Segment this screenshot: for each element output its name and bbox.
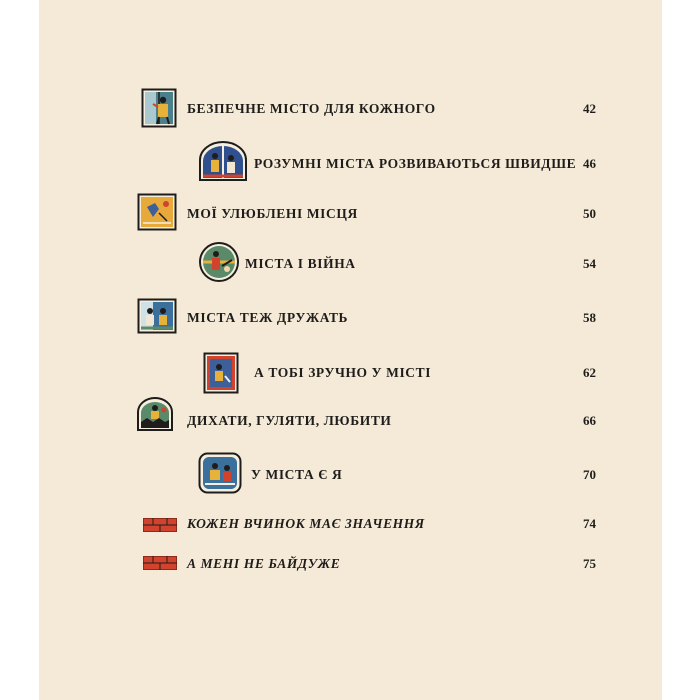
toc-entry-page-number: 58: [583, 310, 596, 325]
yellow-square-bird-icon: [137, 193, 177, 231]
toc-entry[interactable]: [0, 193, 700, 233]
toc-entry[interactable]: [0, 352, 700, 392]
toc-entry[interactable]: [0, 88, 700, 128]
toc-entry-page-number: 75: [583, 556, 596, 571]
round-window-figure-icon: [198, 242, 240, 282]
toc-entry-page-number: 42: [583, 101, 596, 116]
toc-entry[interactable]: [0, 242, 700, 282]
toc-entry-page-number: 46: [583, 156, 596, 171]
toc-entry-page-number: 66: [583, 413, 596, 428]
toc-entry[interactable]: [0, 452, 700, 492]
toc-entry-title: РОЗУМНІ МІСТА РОЗВИВАЮТЬСЯ ШВИДШЕ: [254, 156, 577, 171]
door-window-icon: [203, 352, 239, 394]
toc-entry[interactable]: [0, 514, 700, 554]
toc-entry-page-number: 50: [583, 206, 596, 221]
tv-window-icon: [198, 452, 242, 494]
toc-entry[interactable]: [0, 298, 700, 338]
toc-entry-title: МОЇ УЛЮБЛЕНІ МІСЦЯ: [187, 206, 358, 221]
toc-entry-title: МІСТА І ВІЙНА: [245, 256, 356, 271]
toc-entry-page-number: 70: [583, 467, 596, 482]
toc-entry[interactable]: [0, 554, 700, 594]
red-brick-icon: [143, 518, 177, 532]
toc-entry-title: КОЖЕН ВЧИНОК МАЄ ЗНАЧЕННЯ: [187, 516, 425, 531]
toc-entry-title: А МЕНІ НЕ БАЙДУЖЕ: [187, 556, 341, 571]
toc-entry-title: МІСТА ТЕЖ ДРУЖАТЬ: [187, 310, 349, 325]
arch-window-people-icon: [198, 140, 248, 182]
red-brick-icon: [143, 556, 177, 570]
toc-entry-title: А ТОБІ ЗРУЧНО У МІСТІ: [254, 365, 432, 380]
toc-entry-title: ДИХАТИ, ГУЛЯТИ, ЛЮБИТИ: [187, 413, 392, 428]
toc-entry-title: У МІСТА Є Я: [251, 467, 343, 482]
arch-garden-icon: [136, 396, 174, 432]
toc-entry-page-number: 54: [583, 256, 596, 271]
toc-entry-title: БЕЗПЕЧНЕ МІСТО ДЛЯ КОЖНОГО: [187, 101, 436, 116]
toc-entry[interactable]: [0, 396, 700, 436]
window-friends-icon: [137, 298, 177, 334]
toc-entry[interactable]: [0, 143, 700, 183]
toc-entry-page-number: 74: [583, 516, 596, 531]
window-figure-icon: [141, 88, 177, 128]
toc-entry-page-number: 62: [583, 365, 596, 380]
